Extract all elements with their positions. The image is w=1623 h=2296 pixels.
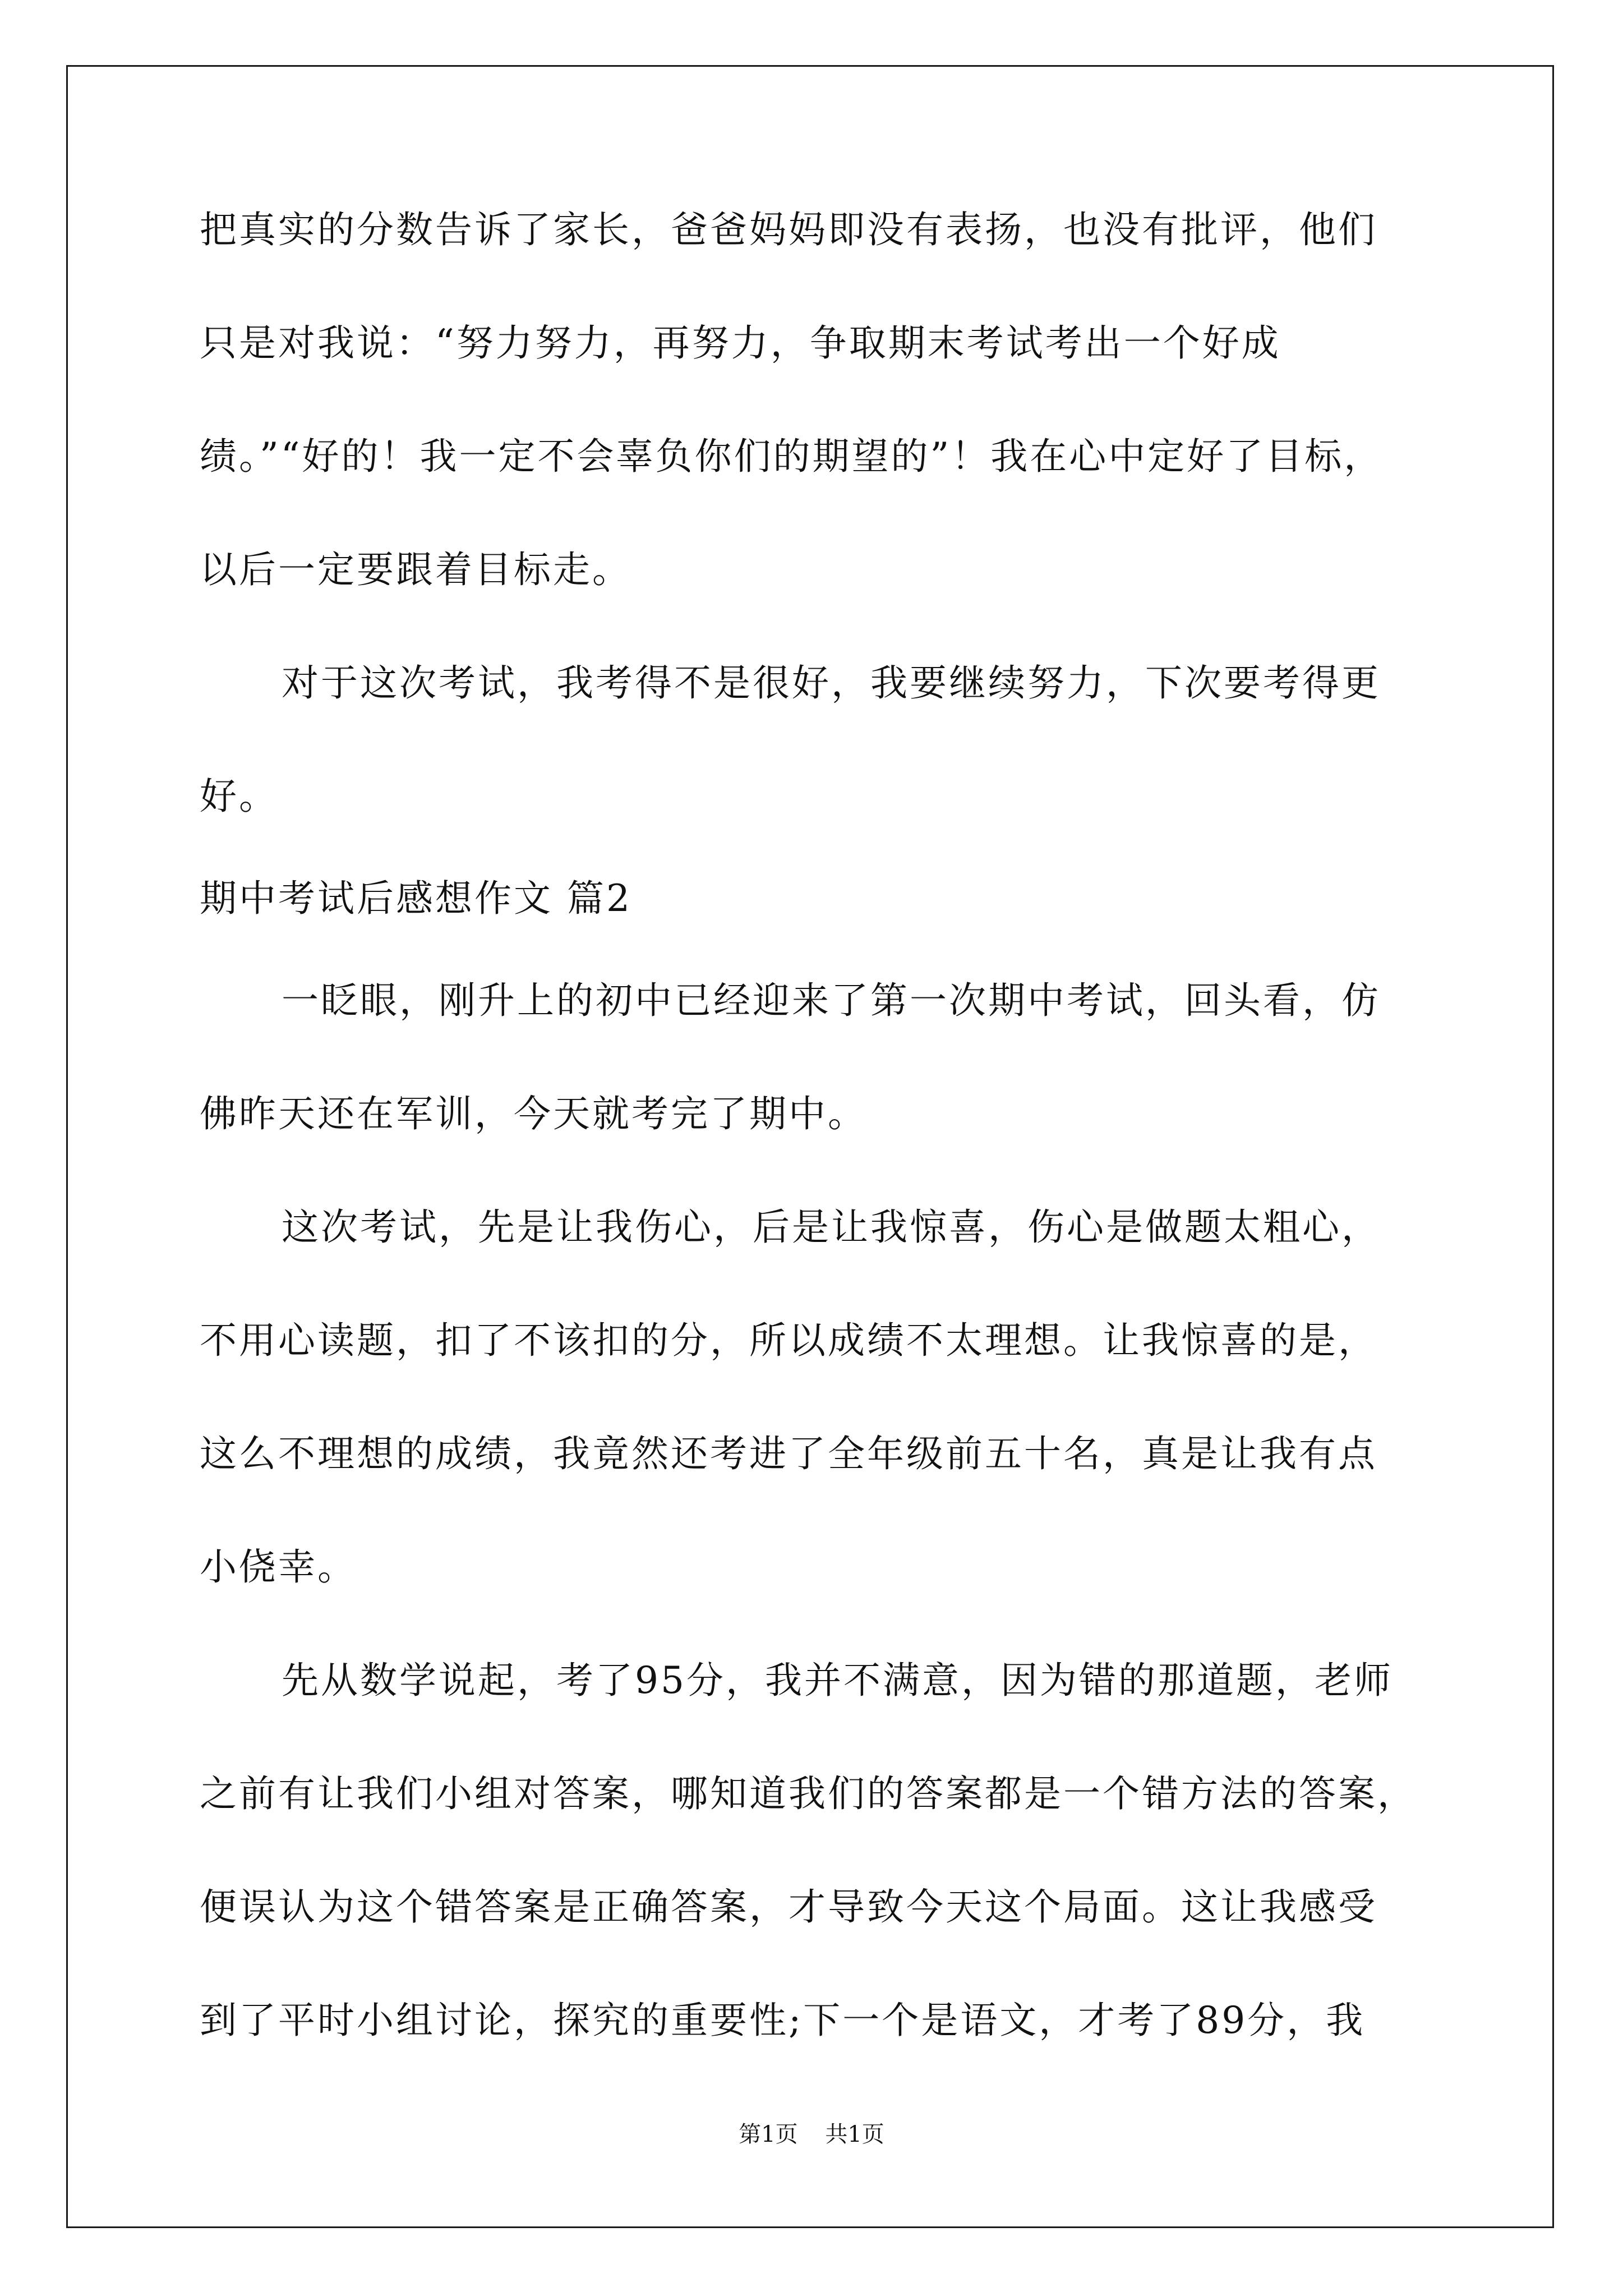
page-total: 共1页 bbox=[825, 2122, 884, 2147]
body-line: 便误认为这个错答案是正确答案，才导致今天这个局面。这让我感受 bbox=[200, 1885, 1377, 1929]
page-number: 第1页 bbox=[739, 2122, 798, 2147]
paragraph-first-line: 一眨眼，刚升上的初中已经迎来了第一次期中考试，回头看，仿 bbox=[282, 979, 1381, 1022]
body-line: 只是对我说：“努力努力，再努力，争取期末考试考出一个好成 bbox=[200, 321, 1281, 365]
body-line: 不用心读题，扣了不该扣的分，所以成绩不太理想。让我惊喜的是， bbox=[200, 1319, 1377, 1362]
body-line: 这么不理想的成绩，我竟然还考进了全年级前五十名，真是让我有点 bbox=[200, 1432, 1377, 1475]
body-line: 好。 bbox=[200, 775, 278, 818]
body-line: 佛昨天还在军训，今天就考完了期中。 bbox=[200, 1092, 867, 1135]
body-line: 到了平时小组讨论，探究的重要性;下一个是语文，才考了89分，我 bbox=[200, 1999, 1366, 2042]
body-line: 以后一定要跟着目标走。 bbox=[200, 548, 631, 591]
body-line: 把真实的分数告诉了家长，爸爸妈妈即没有表扬，也没有批评，他们 bbox=[200, 208, 1377, 251]
paragraph-first-line: 这次考试，先是让我伤心，后是让我惊喜，伤心是做题太粗心， bbox=[282, 1205, 1381, 1249]
section-heading: 期中考试后感想作文 篇2 bbox=[200, 877, 632, 920]
paragraph-first-line: 先从数学说起，考了95分，我并不满意，因为错的那道题，老师 bbox=[282, 1659, 1393, 1702]
page-footer bbox=[0, 2120, 1623, 2148]
body-line: 绩。”“好的！我一定不会辜负你们的期望的”！我在心中定好了目标， bbox=[200, 435, 1384, 478]
body-line: 之前有让我们小组对答案，哪知道我们的答案都是一个错方法的答案， bbox=[200, 1772, 1417, 1815]
body-line: 小侥幸。 bbox=[200, 1545, 357, 1589]
paragraph-first-line: 对于这次考试，我考得不是很好，我要继续努力，下次要考得更 bbox=[282, 661, 1381, 705]
